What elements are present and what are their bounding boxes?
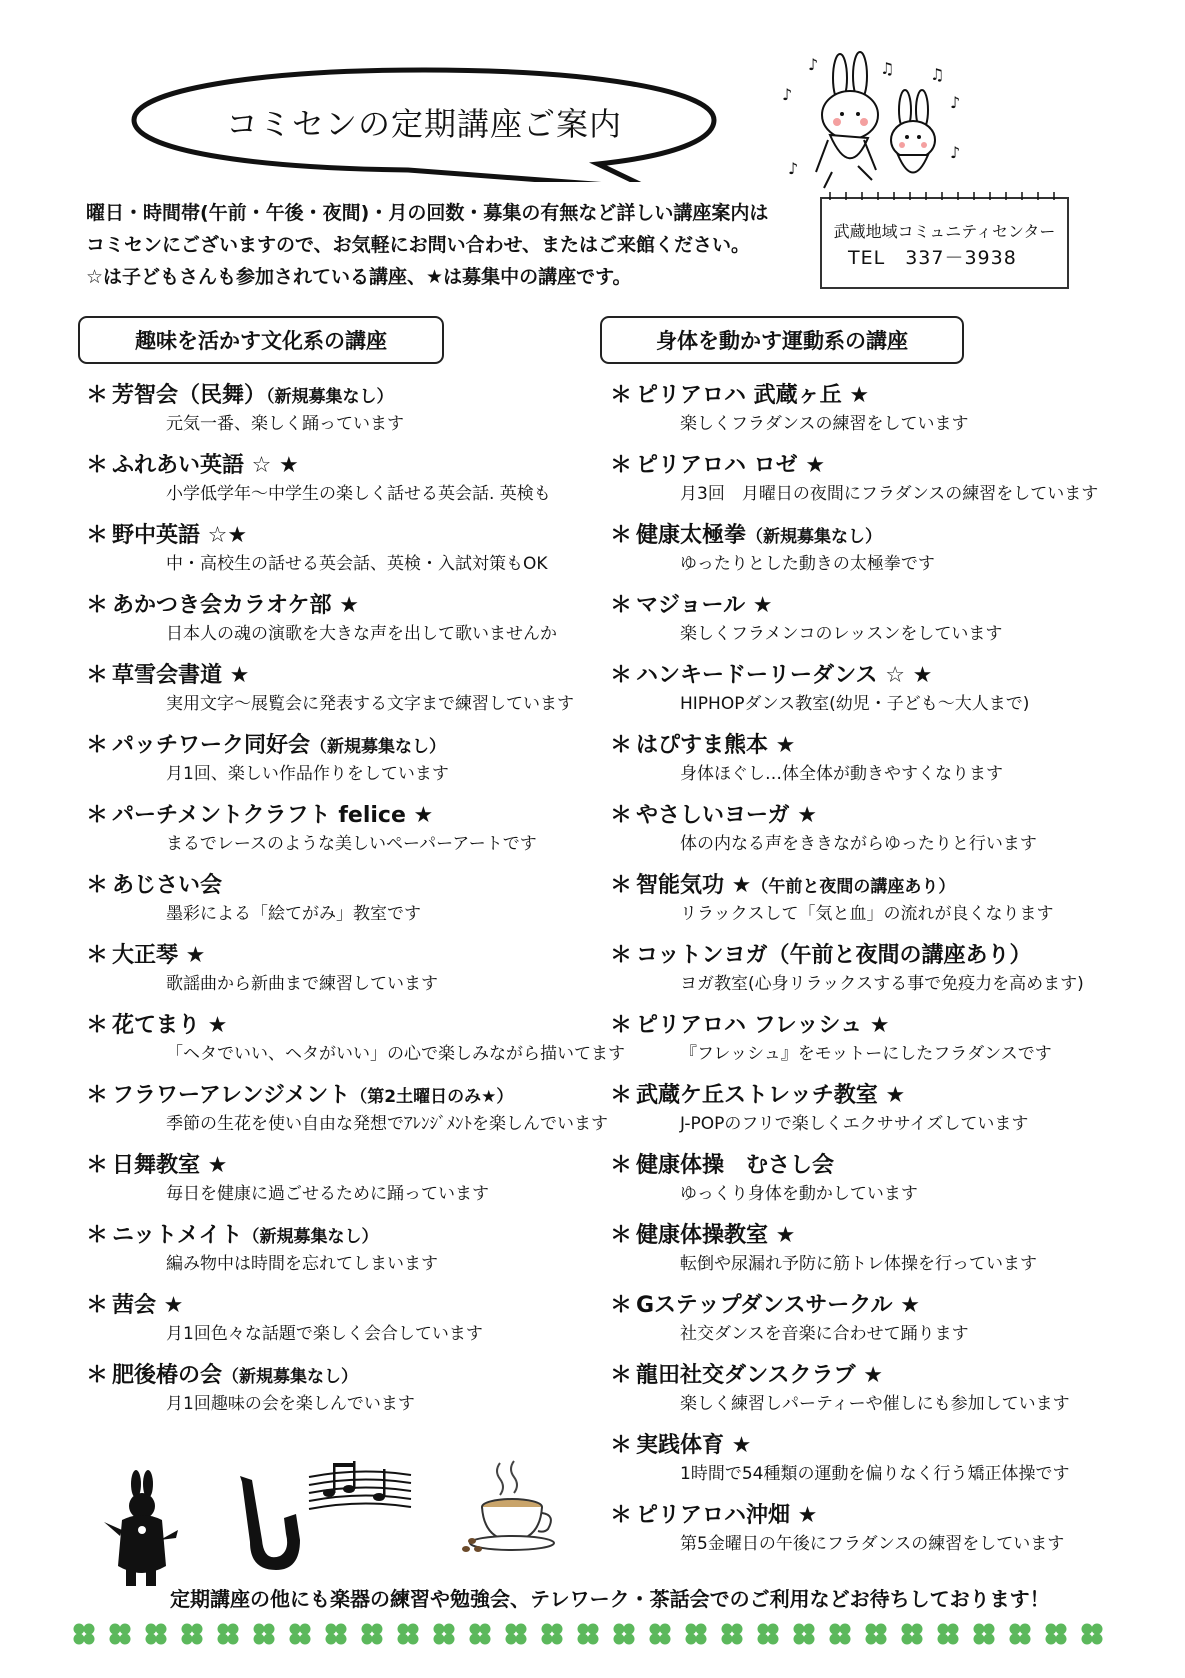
course-description: リラックスして「気と血」の流れが良くなります: [680, 904, 1054, 924]
course-description: ゆったりとした動きの太極拳です: [680, 554, 935, 574]
course-note: （新規募集なし）: [242, 1227, 379, 1247]
course-name: [86, 1218, 378, 1249]
course-description: 実用文字～展覧会に発表する文字まで練習しています: [166, 694, 574, 714]
clover-icon: [506, 1624, 527, 1645]
course-name-text: ピリアロハ 武蔵ヶ丘 ★: [636, 383, 870, 408]
clover-icon: [254, 1624, 275, 1645]
clover-icon: [218, 1624, 239, 1645]
course-description: 楽しくフラダンスの練習をしています: [680, 414, 969, 434]
course-name-text: 健康体操 むさし会: [636, 1153, 835, 1178]
course-name: [86, 1008, 227, 1039]
course-description: 月1回趣味の会を楽しんでいます: [166, 1394, 415, 1414]
intro-line-1: 曜日・時間帯(午前・午後・夜間)・月の回数・募集の有無など詳しい講座案内は: [86, 202, 769, 224]
course-name: [86, 938, 205, 969]
asterisk-bullet-icon: ＊: [86, 943, 109, 968]
clover-border-decoration: [70, 1610, 1110, 1650]
course-description: 元気一番、楽しく踊っています: [166, 414, 404, 434]
course-name-text: 武蔵ケ丘ストレッチ教室 ★: [636, 1083, 906, 1108]
course-name: [86, 1358, 358, 1389]
course-name: [610, 658, 932, 689]
course-name: [610, 378, 869, 409]
course-name: [610, 1078, 905, 1109]
course-name: [610, 1428, 751, 1459]
course-note: （新規募集なし）: [266, 387, 394, 407]
course-note: （新規募集なし）: [222, 1367, 359, 1387]
music-notes-icon: [305, 1455, 415, 1515]
course-name-text: フラワーアレンジメント: [112, 1083, 351, 1108]
course-name-text: やさしいヨーガ ★: [636, 803, 817, 828]
asterisk-bullet-icon: ＊: [610, 1013, 633, 1038]
course-description: 社交ダンスを音楽に合わせて踊ります: [680, 1324, 969, 1344]
course-description: J-POPのフリで楽しくエクササイズしています: [680, 1114, 1029, 1134]
asterisk-bullet-icon: ＊: [610, 593, 633, 618]
clover-icon: [938, 1624, 959, 1645]
asterisk-bullet-icon: ＊: [610, 1363, 633, 1388]
clover-icon: [1082, 1624, 1103, 1645]
course-description: 歌謡曲から新曲まで練習しています: [166, 974, 438, 994]
course-name: [86, 1148, 227, 1179]
course-name: [610, 448, 825, 479]
asterisk-bullet-icon: ＊: [610, 453, 633, 478]
dancing-rabbits-illustration: [780, 40, 980, 200]
clover-icon: [1010, 1624, 1031, 1645]
course-description: 楽しくフラメンコのレッスンをしています: [680, 624, 1003, 644]
course-name-text: コットンヨガ（午前と夜間の講座あり）: [636, 943, 1032, 968]
asterisk-bullet-icon: ＊: [86, 733, 109, 758]
course-name: [86, 1288, 183, 1319]
course-name: [610, 1288, 920, 1319]
clover-icon: [974, 1624, 995, 1645]
intro-line-3: ☆は子どもさんも参加されている講座、★は募集中の講座です。: [86, 266, 632, 288]
course-description: 1時間で54種類の運動を偏りなく行う矯正体操です: [680, 1464, 1070, 1484]
asterisk-bullet-icon: ＊: [86, 1363, 109, 1388]
course-name-text: 野中英語 ☆★: [112, 523, 248, 548]
asterisk-bullet-icon: ＊: [86, 1083, 109, 1108]
course-name-text: ハンキードーリーダンス ☆ ★: [636, 663, 933, 688]
clover-icon: [578, 1624, 599, 1645]
clover-icon: [650, 1624, 671, 1645]
svg-text:♪: ♪: [950, 143, 961, 162]
asterisk-bullet-icon: ＊: [610, 1083, 633, 1108]
course-name: [610, 1358, 883, 1389]
course-name-text: パーチメントクラフト felice ★: [112, 803, 434, 828]
svg-text:♫: ♫: [930, 65, 945, 84]
course-name-text: Gステップダンスサークル ★: [636, 1293, 920, 1318]
course-description: 月3回 月曜日の夜間にフラダンスの練習をしています: [680, 484, 1099, 504]
clover-icon: [182, 1624, 203, 1645]
coffee-cup-icon: [460, 1455, 570, 1555]
course-name-text: ふれあい英語 ☆ ★: [112, 453, 299, 478]
course-name-text: 健康体操教室 ★: [636, 1223, 796, 1248]
course-name-text: あじさい会: [112, 873, 223, 898]
course-name-text: 芳智会（民舞）: [112, 383, 267, 408]
course-name: [610, 588, 773, 619]
svg-text:♫: ♫: [880, 59, 895, 78]
course-name-text: はぴすま熊本 ★: [636, 733, 796, 758]
course-name-text: 大正琴 ★: [112, 943, 206, 968]
asterisk-bullet-icon: ＊: [610, 1293, 633, 1318]
course-name-text: 日舞教室 ★: [112, 1153, 228, 1178]
course-name-text: ニットメイト: [112, 1223, 243, 1248]
contact-card: [820, 197, 1069, 289]
asterisk-bullet-icon: ＊: [610, 383, 633, 408]
clover-icon: [722, 1624, 743, 1645]
course-description: 楽しく練習しパーティーや催しにも参加しています: [680, 1394, 1070, 1414]
asterisk-bullet-icon: ＊: [610, 663, 633, 688]
course-description: 月1回色々な話題で楽しく会合しています: [166, 1324, 483, 1344]
asterisk-bullet-icon: ＊: [86, 593, 109, 618]
rabbit-silhouette-illustration: [100, 1470, 180, 1590]
course-name-text: ピリアロハ フレッシュ ★: [636, 1013, 890, 1038]
clover-icon: [434, 1624, 455, 1645]
course-description: 季節の生花を使い自由な発想でｱﾚﾝｼﾞﾒﾝﾄを楽しんでいます: [166, 1114, 608, 1134]
asterisk-bullet-icon: ＊: [86, 1223, 109, 1248]
course-name-text: 肥後椿の会: [112, 1363, 223, 1388]
asterisk-bullet-icon: ＊: [86, 383, 109, 408]
course-description: 月1回、楽しい作品作りをしています: [166, 764, 449, 784]
contact-name: 武蔵地域コミュニティセンター: [833, 222, 1056, 241]
clover-icon: [614, 1624, 635, 1645]
clover-icon: [326, 1624, 347, 1645]
clover-icon: [398, 1624, 419, 1645]
course-name: [610, 518, 882, 549]
intro-line-2: コミセンにございますので、お気軽にお問い合わせ、またはご来館ください。: [86, 234, 751, 256]
course-name: [610, 728, 795, 759]
course-note: （新規募集なし）: [746, 527, 883, 547]
course-name: [86, 1078, 513, 1109]
course-name: [610, 1008, 890, 1039]
course-name-text: ピリアロハ沖畑 ★: [636, 1503, 818, 1528]
asterisk-bullet-icon: ＊: [86, 1013, 109, 1038]
course-note: （午前と夜間の講座あり）: [751, 877, 956, 897]
course-name: [610, 1218, 795, 1249]
course-description: HIPHOPダンス教室(幼児・子ども～大人まで): [680, 694, 1030, 714]
course-name: [610, 1148, 834, 1179]
clover-icon: [146, 1624, 167, 1645]
course-name: [86, 868, 222, 899]
asterisk-bullet-icon: ＊: [86, 873, 109, 898]
course-name-text: マジョール ★: [636, 593, 773, 618]
asterisk-bullet-icon: ＊: [610, 733, 633, 758]
course-description: 体の内なる声をききながらゆったりと行います: [680, 834, 1037, 854]
course-name: [86, 518, 247, 549]
course-name-text: あかつき会カラオケ部 ★: [112, 593, 359, 618]
course-name: [86, 728, 446, 759]
clover-icon: [902, 1624, 923, 1645]
page-title: コミセンの定期講座ご案内: [225, 105, 622, 143]
clover-icon: [74, 1624, 95, 1645]
course-description: 編み物中は時間を忘れてしまいます: [166, 1254, 438, 1274]
course-description: 第5金曜日の午後にフラダンスの練習をしています: [680, 1534, 1065, 1554]
asterisk-bullet-icon: ＊: [610, 873, 633, 898]
course-description: 中・高校生の話せる英会話、英検・入試対策もOK: [166, 554, 548, 574]
course-name: [86, 378, 394, 409]
asterisk-bullet-icon: ＊: [86, 453, 109, 478]
sports-section-heading: 身体を動かす運動系の講座: [600, 316, 964, 364]
culture-section-heading: 趣味を活かす文化系の講座: [78, 316, 444, 364]
course-name: [86, 588, 359, 619]
asterisk-bullet-icon: ＊: [610, 1153, 633, 1178]
course-description: 日本人の魂の演歌を大きな声を出して歌いませんか: [166, 624, 557, 644]
course-name-text: 花てまり ★: [112, 1013, 228, 1038]
svg-text:♪: ♪: [788, 159, 799, 178]
course-name: [86, 798, 433, 829]
course-description: ヨガ教室(心身リラックスする事で免疫力を高めます): [680, 974, 1084, 994]
calendar-rings-decoration: [820, 190, 1065, 202]
course-note: （第2土曜日のみ★）: [350, 1087, 514, 1107]
course-name-text: 茜会 ★: [112, 1293, 184, 1318]
svg-text:♪: ♪: [950, 93, 961, 112]
course-name-text: 龍田社交ダンスクラブ ★: [636, 1363, 883, 1388]
clover-icon: [362, 1624, 383, 1645]
clover-icon: [758, 1624, 779, 1645]
course-description: ゆっくり身体を動かしています: [680, 1184, 918, 1204]
course-description: 『フレッシュ』をモットーにしたフラダンスです: [680, 1044, 1052, 1064]
svg-text:♪: ♪: [782, 85, 793, 104]
course-name-text: パッチワーク同好会: [112, 733, 311, 758]
course-description: 毎日を健康に過ごせるために踊っています: [166, 1184, 489, 1204]
svg-text:♪: ♪: [808, 55, 819, 74]
asterisk-bullet-icon: ＊: [86, 803, 109, 828]
course-name: [610, 868, 955, 899]
course-name-text: 健康太極拳: [636, 523, 747, 548]
asterisk-bullet-icon: ＊: [610, 803, 633, 828]
clover-icon: [686, 1624, 707, 1645]
asterisk-bullet-icon: ＊: [610, 1433, 633, 1458]
footer-message: 定期講座の他にも楽器の練習や勉強会、テレワーク・茶話会でのご利用などお待ちしております！: [170, 1587, 1050, 1611]
asterisk-bullet-icon: ＊: [610, 1223, 633, 1248]
course-description: 身体ほぐし…体全体が動きやすくなります: [680, 764, 1003, 784]
course-description: 「ヘタでいい、ヘタがいい」の心で楽しみながら描いてます: [166, 1044, 625, 1064]
course-name-text: 実践体育 ★: [636, 1433, 752, 1458]
asterisk-bullet-icon: ＊: [86, 663, 109, 688]
course-description: 墨彩による「絵てがみ」教室です: [166, 904, 421, 924]
course-note: （新規募集なし）: [310, 737, 447, 757]
clover-icon: [470, 1624, 491, 1645]
asterisk-bullet-icon: ＊: [86, 1153, 109, 1178]
course-description: 小学低学年～中学生の楽しく話せる英会話. 英検も: [166, 484, 551, 504]
clover-icon: [1046, 1624, 1067, 1645]
course-name-text: 草雪会書道 ★: [112, 663, 250, 688]
clover-icon: [866, 1624, 887, 1645]
course-name: [610, 938, 1032, 969]
clover-icon: [542, 1624, 563, 1645]
course-name: [86, 448, 299, 479]
course-description: 転倒や尿漏れ予防に筋トレ体操を行っています: [680, 1254, 1037, 1274]
clover-icon: [290, 1624, 311, 1645]
asterisk-bullet-icon: ＊: [86, 1293, 109, 1318]
clover-icon: [830, 1624, 851, 1645]
intro-text: [86, 197, 806, 293]
course-name: [610, 798, 817, 829]
asterisk-bullet-icon: ＊: [610, 1503, 633, 1528]
asterisk-bullet-icon: ＊: [610, 943, 633, 968]
course-name: [610, 1498, 817, 1529]
course-name-text: 智能気功 ★: [636, 873, 752, 898]
asterisk-bullet-icon: ＊: [610, 523, 633, 548]
course-description: まるでレースのような美しいペーパーアートです: [166, 834, 537, 854]
course-name: [86, 658, 249, 689]
clover-icon: [110, 1624, 131, 1645]
saxophone-icon: [222, 1470, 302, 1575]
contact-phone: TEL 337－3938: [848, 247, 1017, 269]
course-name-text: ピリアロハ ロゼ ★: [636, 453, 826, 478]
clover-icon: [794, 1624, 815, 1645]
asterisk-bullet-icon: ＊: [86, 523, 109, 548]
